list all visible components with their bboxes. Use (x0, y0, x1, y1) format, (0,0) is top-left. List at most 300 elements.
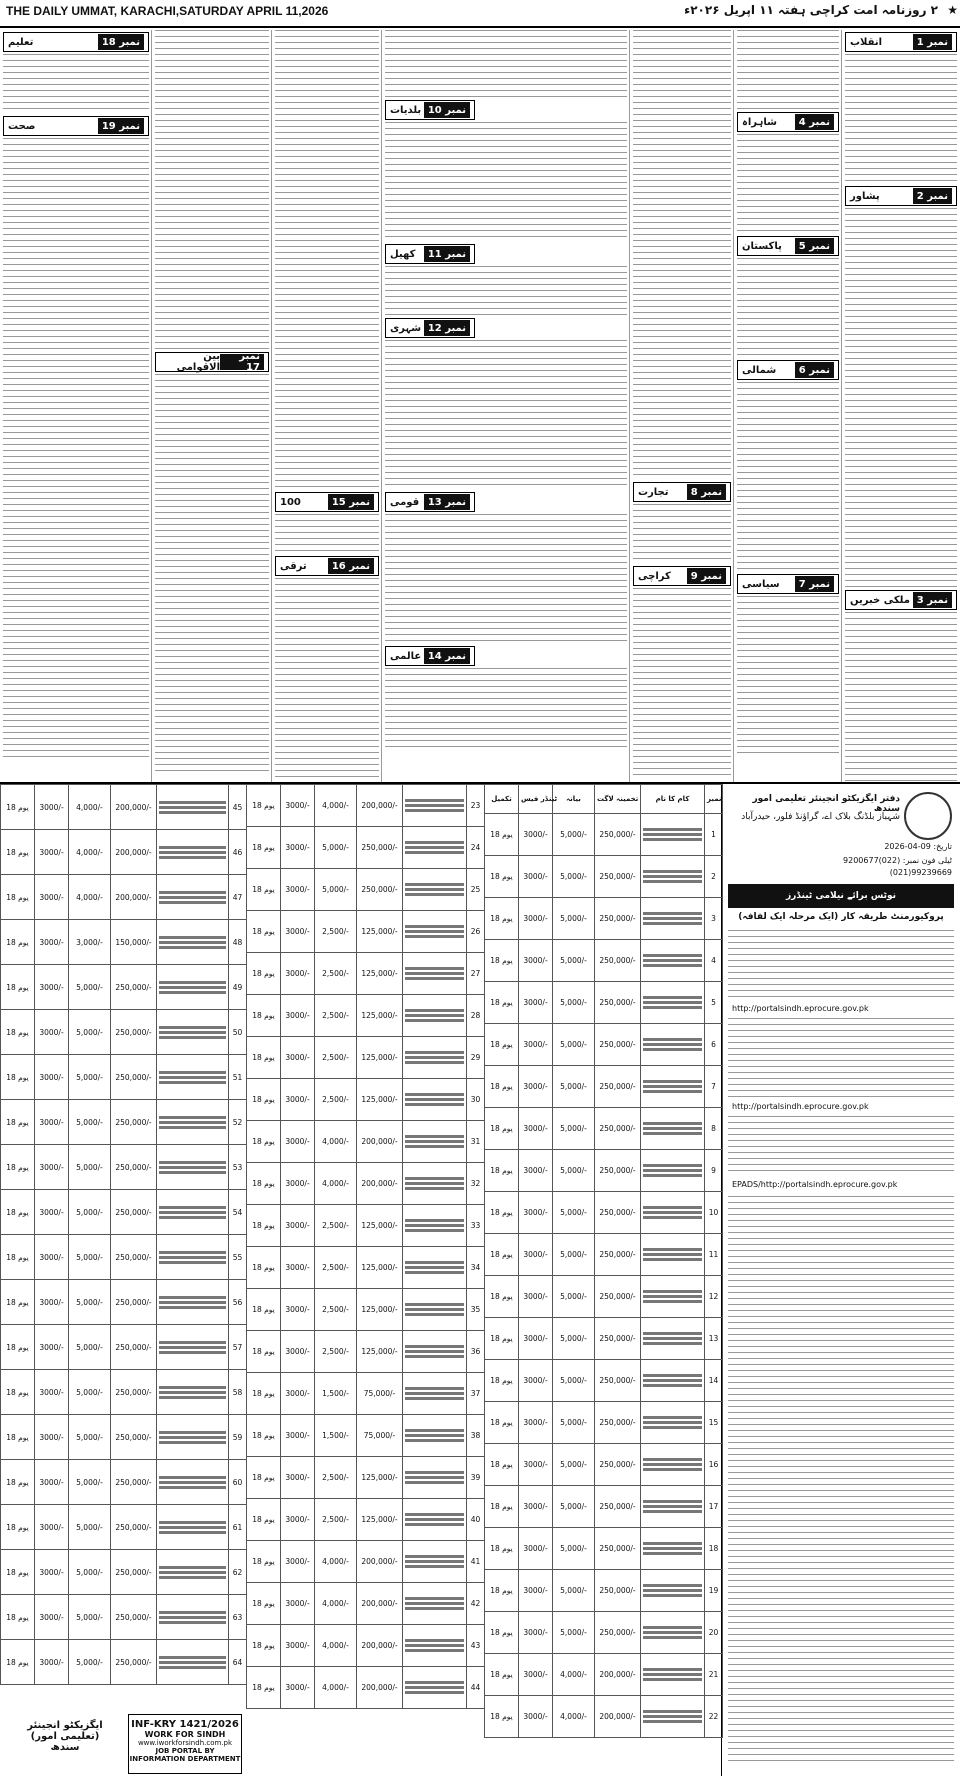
table-row (247, 1247, 485, 1289)
earnest-cell: 2,500/- (315, 1499, 357, 1541)
cost-cell: 125,000/- (357, 1079, 403, 1121)
fee-cell: 3000/- (281, 1331, 315, 1373)
earnest-cell: 4,000/- (553, 1696, 595, 1738)
completion-cell: 18 یوم (485, 1192, 519, 1234)
fee-cell: 3000/- (35, 875, 69, 920)
earnest-cell: 4,000/- (315, 1583, 357, 1625)
completion-cell: 18 یوم (485, 1276, 519, 1318)
completion-cell: 18 یوم (247, 1121, 281, 1163)
completion-cell: 18 یوم (247, 1037, 281, 1079)
sno-cell: 45 (229, 785, 247, 830)
work-cell (641, 1654, 705, 1696)
cost-cell: 250,000/- (357, 827, 403, 869)
earnest-cell: 4,000/- (315, 785, 357, 827)
earnest-cell: 5,000/- (553, 1360, 595, 1402)
sno-cell: 5 (705, 982, 723, 1024)
fee-cell: 3000/- (35, 1550, 69, 1595)
section-box: نمبر 10 بلدیات (385, 100, 475, 120)
cost-cell: 200,000/- (357, 1121, 403, 1163)
fee-cell: 3000/- (519, 1192, 553, 1234)
completion-cell: 18 یوم (1, 875, 35, 920)
work-cell (641, 982, 705, 1024)
table-row (1, 1415, 247, 1460)
sno-cell: 22 (705, 1696, 723, 1738)
table-row (1, 1370, 247, 1415)
earnest-cell: 3,000/- (69, 920, 111, 965)
completion-cell: 18 یوم (247, 1079, 281, 1121)
executive-engineer-signature: ایگزیکٹو انجینئر (تعلیمی امور) سندھ (10, 1720, 120, 1753)
table-row (1, 1550, 247, 1595)
work-cell (403, 1163, 467, 1205)
sno-cell: 40 (467, 1499, 485, 1541)
table-row (247, 1583, 485, 1625)
sno-cell: 62 (229, 1550, 247, 1595)
work-cell (641, 1318, 705, 1360)
table-row (247, 1331, 485, 1373)
sno-cell: 35 (467, 1289, 485, 1331)
sno-cell: 43 (467, 1625, 485, 1667)
cost-cell: 250,000/- (595, 1444, 641, 1486)
work-cell (641, 1528, 705, 1570)
earnest-cell: 4,000/- (69, 875, 111, 920)
fee-cell: 3000/- (35, 1055, 69, 1100)
cost-cell: 150,000/- (111, 920, 157, 965)
table-row (485, 1486, 723, 1528)
sno-cell: 51 (229, 1055, 247, 1100)
column-1 (841, 30, 960, 782)
cost-cell: 250,000/- (111, 1010, 157, 1055)
notice-date: تاریخ: 09-04-2026 (884, 842, 952, 851)
fee-cell: 3000/- (519, 1234, 553, 1276)
earnest-cell: 5,000/- (315, 869, 357, 911)
work-cell (641, 940, 705, 982)
column-6 (151, 30, 272, 782)
earnest-cell: 4,000/- (315, 1541, 357, 1583)
fee-cell: 3000/- (519, 1402, 553, 1444)
table-row (1, 1595, 247, 1640)
fee-cell: 3000/- (519, 1318, 553, 1360)
cost-cell: 250,000/- (111, 1370, 157, 1415)
info-code-box (128, 1714, 242, 1774)
header-earnest: بیانہ (553, 785, 595, 814)
cost-cell: 250,000/- (595, 814, 641, 856)
fee-cell: 3000/- (35, 785, 69, 830)
fee-cell: 3000/- (35, 1100, 69, 1145)
fee-cell: 3000/- (519, 1444, 553, 1486)
table-row (485, 1444, 723, 1486)
sno-cell: 52 (229, 1100, 247, 1145)
cost-cell: 250,000/- (595, 856, 641, 898)
sno-cell: 7 (705, 1066, 723, 1108)
table-row (1, 875, 247, 920)
table-row (247, 953, 485, 995)
work-cell (403, 1667, 467, 1709)
table-row (1, 1145, 247, 1190)
sno-cell: 9 (705, 1150, 723, 1192)
work-cell (157, 830, 229, 875)
completion-cell: 18 یوم (485, 1612, 519, 1654)
work-cell (641, 1612, 705, 1654)
work-cell (403, 1415, 467, 1457)
fee-cell: 3000/- (519, 1528, 553, 1570)
cost-cell: 200,000/- (357, 1541, 403, 1583)
section-box: نمبر 8 تجارت (633, 482, 731, 502)
work-cell (403, 1583, 467, 1625)
completion-cell: 18 یوم (247, 869, 281, 911)
fee-cell: 3000/- (519, 1570, 553, 1612)
completion-cell: 18 یوم (1, 1280, 35, 1325)
sno-cell: 18 (705, 1528, 723, 1570)
earnest-cell: 5,000/- (69, 1370, 111, 1415)
fee-cell: 3000/- (35, 1325, 69, 1370)
column-3 (629, 30, 734, 782)
fee-cell: 3000/- (281, 953, 315, 995)
cost-cell: 200,000/- (357, 1625, 403, 1667)
work-cell (641, 1570, 705, 1612)
sno-cell: 19 (705, 1570, 723, 1612)
tender-table-2 (246, 784, 484, 1776)
completion-cell: 18 یوم (1, 920, 35, 965)
earnest-cell: 5,000/- (315, 827, 357, 869)
fee-cell: 3000/- (35, 1505, 69, 1550)
work-cell (157, 1145, 229, 1190)
cost-cell: 250,000/- (595, 1192, 641, 1234)
tender-notice (721, 784, 960, 1776)
earnest-cell: 5,000/- (553, 1444, 595, 1486)
fee-cell: 3000/- (35, 1595, 69, 1640)
cost-cell: 250,000/- (111, 1325, 157, 1370)
work-cell (157, 1010, 229, 1055)
work-cell (403, 1079, 467, 1121)
fee-cell: 3000/- (519, 856, 553, 898)
sno-cell: 26 (467, 911, 485, 953)
fee-cell: 3000/- (281, 1205, 315, 1247)
work-cell (641, 1486, 705, 1528)
cost-cell: 250,000/- (111, 1100, 157, 1145)
fee-cell: 3000/- (281, 1541, 315, 1583)
completion-cell: 18 یوم (247, 953, 281, 995)
work-cell (403, 869, 467, 911)
table-row (1, 1010, 247, 1055)
cost-cell: 125,000/- (357, 1205, 403, 1247)
table-row (1, 1640, 247, 1685)
fee-cell: 3000/- (519, 982, 553, 1024)
completion-cell: 18 یوم (485, 1066, 519, 1108)
completion-cell: 18 یوم (247, 911, 281, 953)
table-row (247, 869, 485, 911)
completion-cell: 18 یوم (485, 1108, 519, 1150)
earnest-cell: 4,000/- (553, 1654, 595, 1696)
sno-cell: 60 (229, 1460, 247, 1505)
table-row (485, 814, 723, 856)
completion-cell: 18 یوم (247, 1583, 281, 1625)
earnest-cell: 5,000/- (553, 940, 595, 982)
work-cell (641, 1696, 705, 1738)
cost-cell: 125,000/- (357, 1289, 403, 1331)
fee-cell: 3000/- (519, 1066, 553, 1108)
cost-cell: 125,000/- (357, 1499, 403, 1541)
completion-cell: 18 یوم (247, 1163, 281, 1205)
completion-cell: 18 یوم (1, 1595, 35, 1640)
fee-cell: 3000/- (35, 1280, 69, 1325)
info-code: INF-KRY 1421/2026 (131, 1719, 239, 1730)
earnest-cell: 5,000/- (69, 1595, 111, 1640)
sno-cell: 39 (467, 1457, 485, 1499)
completion-cell: 18 یوم (247, 1457, 281, 1499)
cost-cell: 250,000/- (357, 869, 403, 911)
earnest-cell: 4,000/- (69, 830, 111, 875)
cost-cell: 200,000/- (357, 1583, 403, 1625)
portal-link-3[interactable]: EPADS/http://portalsindh.eprocure.gov.pk (732, 1180, 898, 1189)
notice-heading: نوٹس برائے نیلامی ٹینڈرز (728, 884, 954, 908)
completion-cell: 18 یوم (485, 1654, 519, 1696)
completion-cell: 18 یوم (247, 1541, 281, 1583)
cost-cell: 200,000/- (595, 1696, 641, 1738)
completion-cell: 18 یوم (485, 1318, 519, 1360)
work-cell (157, 1370, 229, 1415)
fee-cell: 3000/- (519, 1486, 553, 1528)
table-row (247, 1163, 485, 1205)
table-row (247, 911, 485, 953)
sno-cell: 17 (705, 1486, 723, 1528)
work-cell (157, 1415, 229, 1460)
work-cell (403, 1541, 467, 1583)
table-row (485, 1654, 723, 1696)
cost-cell: 75,000/- (357, 1415, 403, 1457)
job-portal: JOB PORTAL BY (155, 1747, 215, 1755)
table-row (247, 1541, 485, 1583)
work-cell (157, 920, 229, 965)
cost-cell: 125,000/- (357, 1331, 403, 1373)
completion-cell: 18 یوم (247, 1415, 281, 1457)
cost-cell: 250,000/- (111, 965, 157, 1010)
completion-cell: 18 یوم (485, 814, 519, 856)
earnest-cell: 5,000/- (553, 1066, 595, 1108)
section-box: نمبر 17 بین الاقوامی (155, 352, 269, 372)
fee-cell: 3000/- (35, 830, 69, 875)
fee-cell: 3000/- (35, 1010, 69, 1055)
section-box: نمبر 19 صحت (3, 116, 149, 136)
cost-cell: 250,000/- (111, 1190, 157, 1235)
cost-cell: 250,000/- (111, 1505, 157, 1550)
table-row (1, 1235, 247, 1280)
completion-cell: 18 یوم (247, 785, 281, 827)
table-row (1, 1325, 247, 1370)
sno-cell: 64 (229, 1640, 247, 1685)
cost-cell: 250,000/- (595, 1066, 641, 1108)
tender-table-3 (0, 784, 246, 1776)
work-cell (641, 898, 705, 940)
fee-cell: 3000/- (35, 1190, 69, 1235)
fee-cell: 3000/- (281, 827, 315, 869)
fee-cell: 3000/- (35, 1415, 69, 1460)
cost-cell: 250,000/- (595, 1360, 641, 1402)
table-row (247, 995, 485, 1037)
cost-cell: 125,000/- (357, 1247, 403, 1289)
sno-cell: 41 (467, 1541, 485, 1583)
cost-cell: 250,000/- (595, 1276, 641, 1318)
completion-cell: 18 یوم (247, 1499, 281, 1541)
cost-cell: 250,000/- (595, 1108, 641, 1150)
sno-cell: 16 (705, 1444, 723, 1486)
work-cell (157, 1595, 229, 1640)
sno-cell: 21 (705, 1654, 723, 1696)
cost-cell: 250,000/- (111, 1235, 157, 1280)
earnest-cell: 5,000/- (553, 1318, 595, 1360)
table-row (247, 1079, 485, 1121)
fee-cell: 3000/- (281, 1037, 315, 1079)
sno-cell: 61 (229, 1505, 247, 1550)
completion-cell: 18 یوم (485, 1696, 519, 1738)
work-cell (157, 1325, 229, 1370)
section-box: نمبر 5 پاکستان (737, 236, 839, 256)
completion-cell: 18 یوم (1, 1055, 35, 1100)
table-row (247, 1625, 485, 1667)
sno-cell: 50 (229, 1010, 247, 1055)
fee-cell: 3000/- (35, 1370, 69, 1415)
work-cell (403, 1457, 467, 1499)
header-cost: تخمینہ لاگت (595, 785, 641, 814)
sno-cell: 44 (467, 1667, 485, 1709)
work-cell (157, 785, 229, 830)
earnest-cell: 5,000/- (69, 1505, 111, 1550)
sno-cell: 3 (705, 898, 723, 940)
earnest-cell: 5,000/- (553, 1276, 595, 1318)
table-row (485, 1024, 723, 1066)
star-icon: ★ (947, 3, 958, 17)
completion-cell: 18 یوم (485, 1444, 519, 1486)
earnest-cell: 5,000/- (69, 1010, 111, 1055)
table-row (1, 1460, 247, 1505)
work-cell (641, 1402, 705, 1444)
sno-cell: 58 (229, 1370, 247, 1415)
sno-cell: 27 (467, 953, 485, 995)
work-cell (157, 875, 229, 920)
completion-cell: 18 یوم (1, 1415, 35, 1460)
table-row (247, 827, 485, 869)
tender-notice-section (0, 782, 960, 1776)
column-7 (0, 30, 152, 782)
sno-cell: 57 (229, 1325, 247, 1370)
completion-cell: 18 یوم (1, 965, 35, 1010)
table-row (485, 1318, 723, 1360)
sno-cell: 38 (467, 1415, 485, 1457)
work-cell (403, 785, 467, 827)
earnest-cell: 5,000/- (553, 1402, 595, 1444)
table-row (485, 1108, 723, 1150)
fee-cell: 3000/- (35, 1235, 69, 1280)
table-row (485, 1402, 723, 1444)
table-row (1, 830, 247, 875)
completion-cell: 18 یوم (247, 1667, 281, 1709)
section-box: نمبر 16 ترقی (275, 556, 379, 576)
work-cell (157, 1100, 229, 1145)
sno-cell: 37 (467, 1373, 485, 1415)
section-box: نمبر 12 شہری (385, 318, 475, 338)
work-cell (403, 1625, 467, 1667)
completion-cell: 18 یوم (1, 1325, 35, 1370)
earnest-cell: 4,000/- (69, 785, 111, 830)
website: www.iworkforsindh.com.pk (137, 1739, 233, 1747)
table-row (1, 920, 247, 965)
earnest-cell: 2,500/- (315, 1457, 357, 1499)
section-box: نمبر 4 شاہراہ (737, 112, 839, 132)
table-row (485, 898, 723, 940)
completion-cell: 18 یوم (247, 1625, 281, 1667)
work-cell (157, 1280, 229, 1325)
earnest-cell: 5,000/- (553, 1486, 595, 1528)
table-row (485, 940, 723, 982)
earnest-cell: 5,000/- (69, 1640, 111, 1685)
sno-cell: 54 (229, 1190, 247, 1235)
fee-cell: 3000/- (519, 1024, 553, 1066)
completion-cell: 18 یوم (485, 1570, 519, 1612)
cost-cell: 125,000/- (357, 911, 403, 953)
completion-cell: 18 یوم (485, 1024, 519, 1066)
table-row (1, 1280, 247, 1325)
earnest-cell: 5,000/- (69, 1235, 111, 1280)
table-row (485, 1276, 723, 1318)
work-cell (403, 953, 467, 995)
portal-link-2[interactable]: http://portalsindh.eprocure.gov.pk (732, 1102, 869, 1111)
government-emblem-icon (904, 792, 952, 840)
completion-cell: 18 یوم (485, 982, 519, 1024)
cost-cell: 250,000/- (595, 898, 641, 940)
table-row (485, 1066, 723, 1108)
completion-cell: 18 یوم (485, 1234, 519, 1276)
cost-cell: 200,000/- (357, 1163, 403, 1205)
cost-cell: 200,000/- (357, 1667, 403, 1709)
table-row (485, 1234, 723, 1276)
fee-cell: 3000/- (35, 965, 69, 1010)
work-cell (641, 1150, 705, 1192)
earnest-cell: 2,500/- (315, 1331, 357, 1373)
completion-cell: 18 یوم (247, 995, 281, 1037)
work-cell (641, 1066, 705, 1108)
completion-cell: 18 یوم (1, 830, 35, 875)
fee-cell: 3000/- (519, 1150, 553, 1192)
earnest-cell: 5,000/- (553, 856, 595, 898)
cost-cell: 200,000/- (357, 785, 403, 827)
earnest-cell: 5,000/- (553, 1612, 595, 1654)
phone-number: ٹیلی فون نمبر: (022)9200677 (843, 856, 952, 865)
masthead-english-title: THE DAILY UMMAT, KARACHI,SATURDAY APRIL 11,2026 (6, 4, 329, 18)
sno-cell: 53 (229, 1145, 247, 1190)
earnest-cell: 5,000/- (553, 1570, 595, 1612)
earnest-cell: 2,500/- (315, 1079, 357, 1121)
sno-cell: 24 (467, 827, 485, 869)
sno-cell: 2 (705, 856, 723, 898)
completion-cell: 18 یوم (247, 1205, 281, 1247)
sno-cell: 29 (467, 1037, 485, 1079)
table-row (1, 965, 247, 1010)
fee-cell: 3000/- (519, 1360, 553, 1402)
table-row (485, 1528, 723, 1570)
sno-cell: 23 (467, 785, 485, 827)
cost-cell: 250,000/- (111, 1550, 157, 1595)
completion-cell: 18 یوم (1, 1145, 35, 1190)
earnest-cell: 5,000/- (69, 965, 111, 1010)
completion-cell: 18 یوم (247, 827, 281, 869)
section-box: نمبر 2 پشاور (845, 186, 957, 206)
table-row (1, 1190, 247, 1235)
portal-link[interactable]: http://portalsindh.eprocure.gov.pk (732, 1004, 869, 1013)
work-cell (641, 1276, 705, 1318)
completion-cell: 18 یوم (1, 1010, 35, 1055)
fee-cell: 3000/- (519, 1696, 553, 1738)
cost-cell: 250,000/- (595, 940, 641, 982)
sno-cell: 36 (467, 1331, 485, 1373)
